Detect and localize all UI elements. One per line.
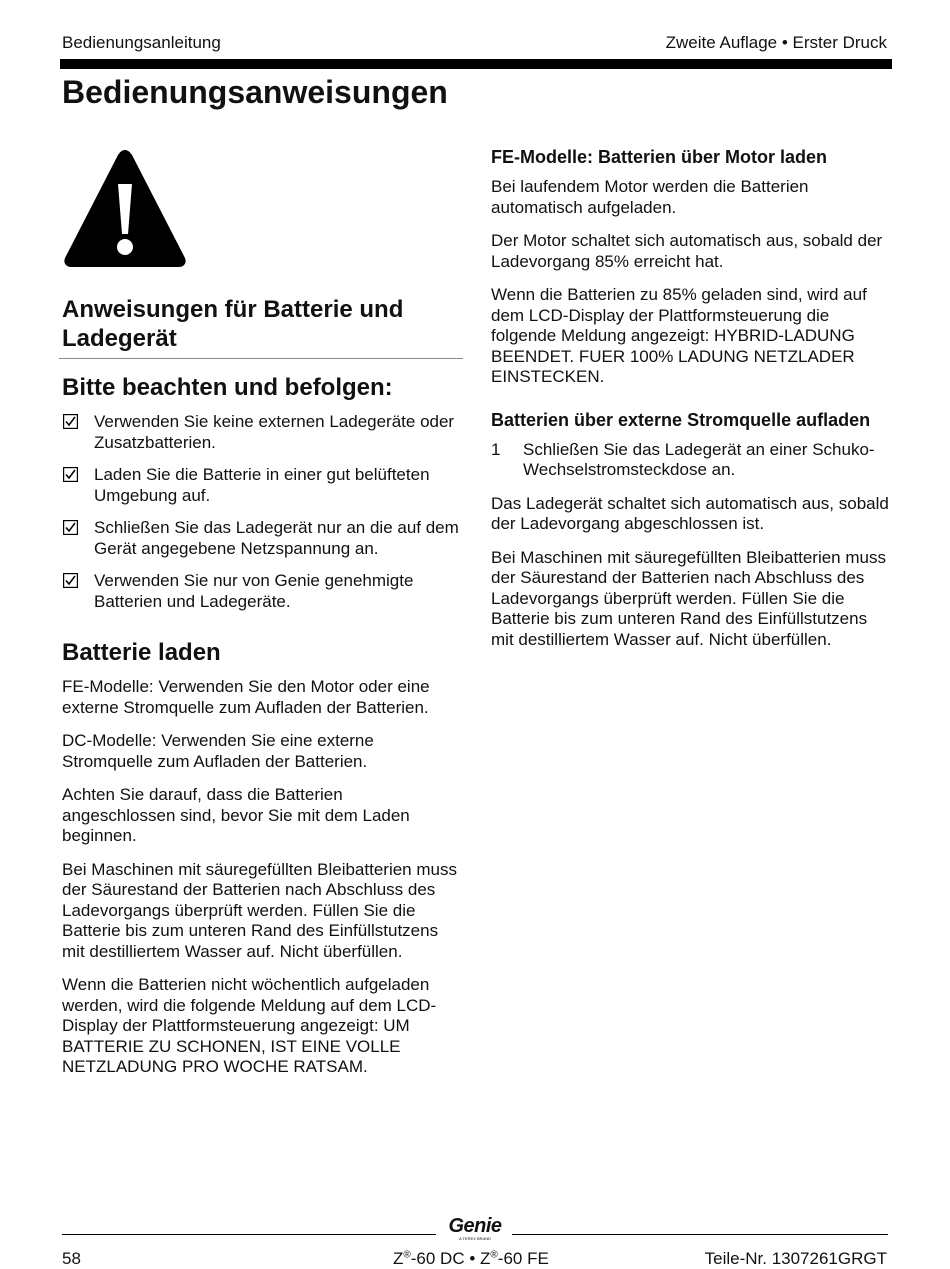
paragraph: Bei laufendem Motor werden die Batterien automatisch aufgeladen. — [491, 177, 809, 217]
observe-heading: Bitte beachten und befolgen: — [62, 374, 393, 401]
page-number: 58 — [62, 1249, 81, 1268]
paragraph: Bei Maschinen mit säuregefüllten Bleibatterien muss der Säurestand der Batterien nach Abschluss des Ladevorgangs überprüft werden. Füllen Sie die Batterie bis zum unteren Rand des Einfüllstutzens mit destilliertem Wasser auf. Nicht überfüllen. — [62, 859, 457, 961]
external-source-heading: Batterien über externe Stromquelle aufladen — [491, 409, 871, 430]
footer-rule-right — [512, 1234, 888, 1235]
paragraph: DC-Modelle: Verwenden Sie eine externe Stromquelle zum Aufladen der Batterien. — [62, 731, 374, 771]
paragraph: Achten Sie darauf, dass die Batterien angeschlossen sind, bevor Sie mit dem Laden beginnen. — [62, 785, 410, 845]
paragraph: Bei Maschinen mit säuregefüllten Bleibatterien muss der Säurestand der Batterien nach Abschluss des Ladevorgangs überprüft werden. Füllen Sie die Batterie bis zum unteren Rand des Einfüllstutzens mit destilliertem Wasser auf. Nicht überfüllen. — [491, 547, 886, 649]
header-right: Zweite Auflage • Erster Druck — [665, 33, 887, 52]
step-text: Schließen Sie das Ladegerät an einer Schuko-Wechselstromsteckdose an. — [523, 439, 875, 479]
checklist-item — [62, 465, 460, 506]
checkbox-checked-icon — [63, 573, 78, 588]
checklist-text: Laden Sie die Batterie in einer gut belüfteten Umgebung auf. — [94, 465, 430, 505]
logo-word: Genie — [448, 1215, 502, 1237]
checklist-item — [62, 518, 460, 559]
checklist — [62, 412, 460, 612]
section-divider — [59, 358, 463, 359]
paragraph: Der Motor schaltet sich automatisch aus, sobald der Ladevorgang 85% erreicht hat. — [491, 231, 883, 271]
page-title: Bedienungsanweisungen — [62, 74, 448, 110]
header-bar — [60, 59, 892, 69]
genie-logo — [441, 1216, 509, 1241]
checklist-item — [62, 412, 460, 453]
logo-tagline: A TEREX BRAND — [459, 1236, 491, 1241]
section-title: Anweisungen für Batterie und Ladegerät — [62, 296, 404, 352]
checkbox-checked-icon — [63, 414, 78, 429]
step-number: 1 — [491, 439, 501, 459]
checkbox-checked-icon — [63, 467, 78, 482]
checklist-item — [62, 571, 460, 612]
header-left: Bedienungsanleitung — [62, 33, 221, 52]
checkbox-checked-icon — [63, 520, 78, 535]
part-number: Teile-Nr. 1307261GRGT — [704, 1249, 887, 1268]
paragraph: FE-Modelle: Verwenden Sie den Motor oder eine externe Stromquelle zum Aufladen der Batterien. — [62, 677, 430, 717]
model-name: Z®-60 DC • Z®-60 FE — [393, 1249, 549, 1268]
checklist-text: Verwenden Sie nur von Genie genehmigte Batterien und Ladegeräte. — [94, 571, 414, 611]
left-column — [62, 295, 460, 1091]
paragraph: Wenn die Batterien zu 85% geladen sind, wird auf dem LCD-Display der Plattformsteuerung die folgende Meldung angezeigt: HYBRID-LADUNG BEENDET. FUER 100% LADUNG NETZLADER EINSTECKEN. — [491, 285, 867, 386]
warning-triangle-icon — [62, 146, 188, 270]
paragraph: Wenn die Batterien nicht wöchentlich aufgeladen werden, wird die folgende Meldung auf dem LCD-Display der Plattformsteuerung angezeigt: UM BATTERIE ZU SCHONEN, IST EINE VOLLE NETZLADUNG PRO WOCHE RATSAM. — [62, 975, 437, 1076]
step-item — [491, 440, 889, 481]
checklist-text: Verwenden Sie keine externen Ladegeräte oder Zusatzbatterien. — [94, 412, 455, 452]
charge-heading: Batterie laden — [62, 639, 221, 666]
footer-rule-left — [62, 1234, 436, 1235]
right-column — [491, 146, 889, 663]
paragraph: Das Ladegerät schaltet sich automatisch aus, sobald der Ladevorgang abgeschlossen ist. — [491, 493, 889, 533]
fe-heading: FE-Modelle: Batterien über Motor laden — [491, 147, 828, 167]
checklist-text: Schließen Sie das Ladegerät nur an die auf dem Gerät angegebene Netzspannung an. — [94, 518, 459, 558]
